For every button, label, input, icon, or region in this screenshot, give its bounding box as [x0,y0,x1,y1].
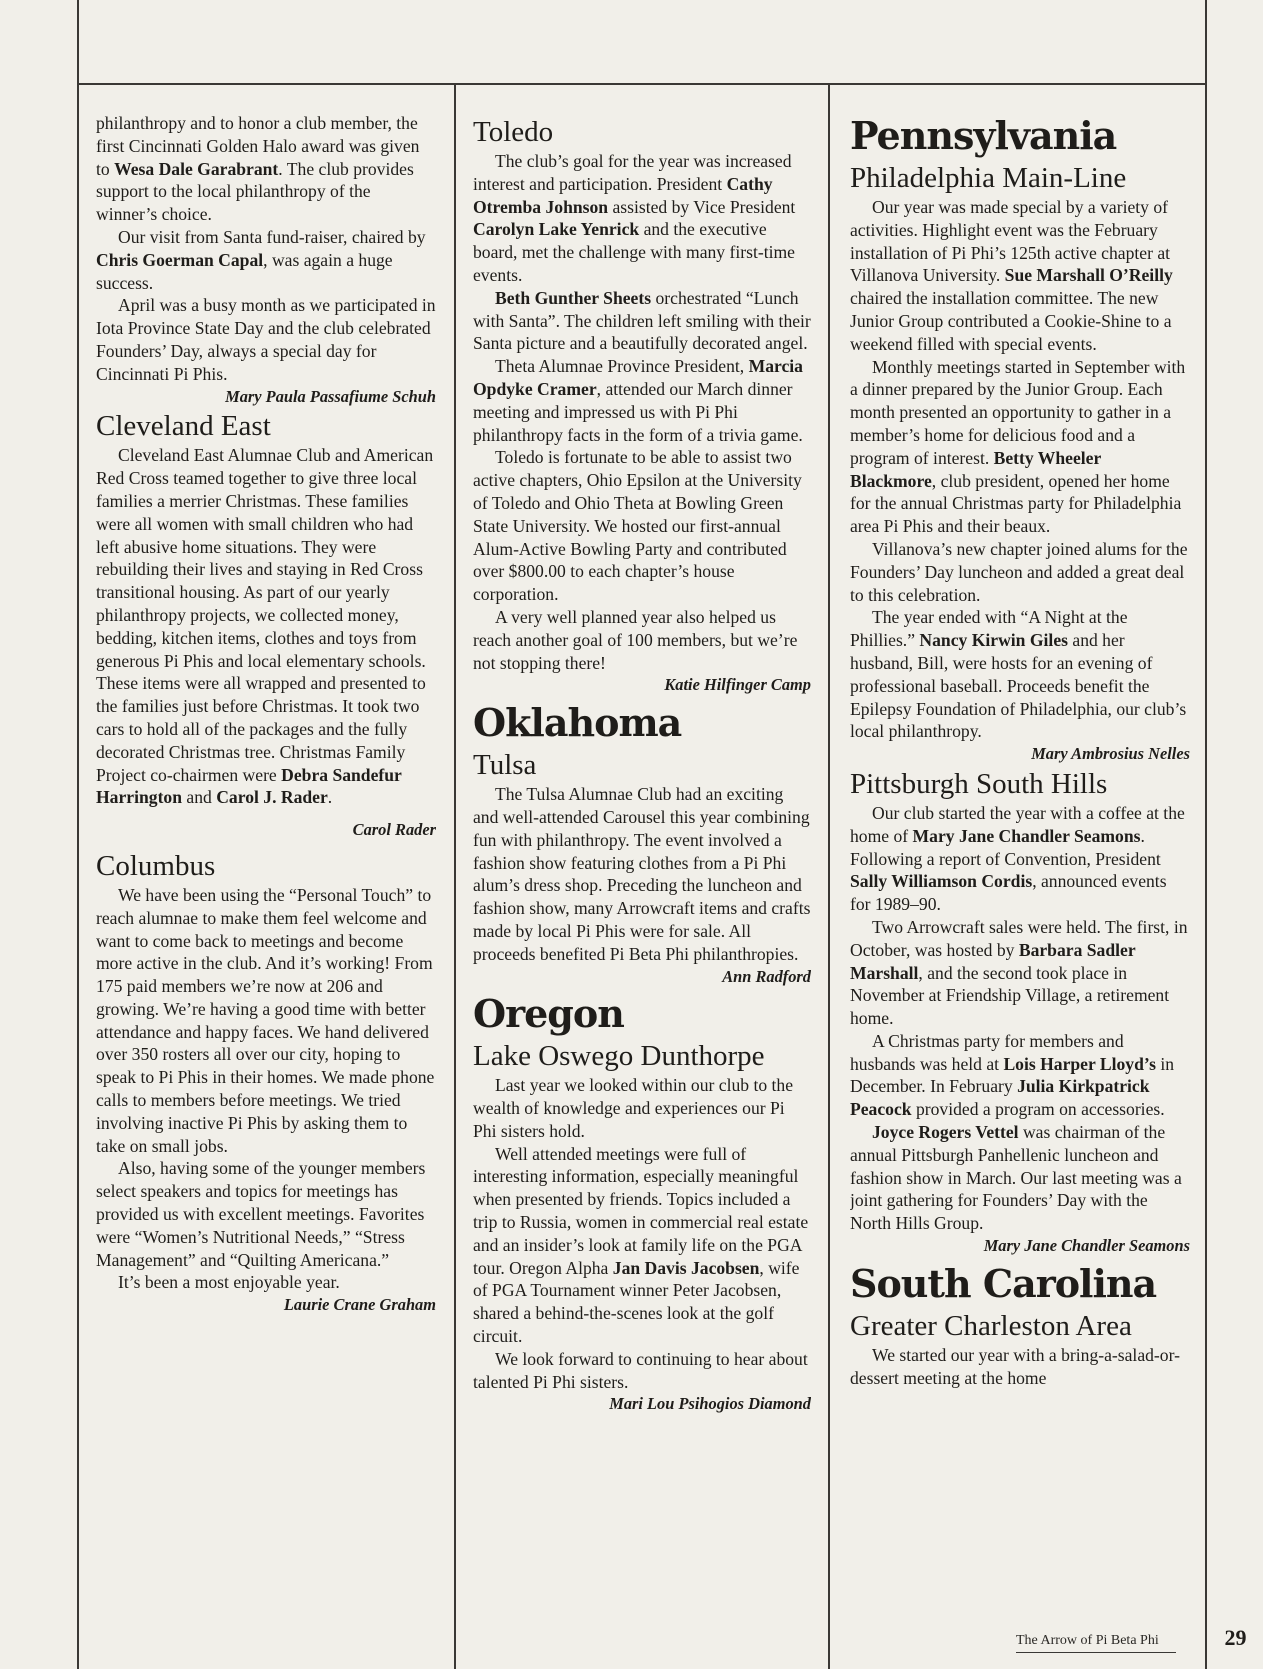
paragraph: It’s been a most enjoyable year. [118,1272,340,1293]
paragraph: Our club started the year with a coffee at the home of Mary Jane Chandler Seamons. Following a report of Convention, President Sally Williamson Cordis, announced events for 1989–90. [850,802,1185,915]
member-name: Sue Marshall O’Reilly [1004,265,1173,286]
column-3 [850,112,1190,1562]
paragraph: April was a busy month as we participated in Iota Province State Day and the club celebrated Founders’ Day, always a special day for Cincinnati Pi Phis. [96,295,436,384]
signature: Carol Rader [352,820,436,840]
signature: Mary Jane Chandler Seamons [983,1236,1190,1256]
club-heading: Toledo [473,116,554,148]
member-name: Jan Davis Jacobsen [612,1257,760,1278]
paragraph: Theta Alumnae Province President, Marcia Opdyke Cramer, attended our March dinner meeting and impressed us with Pi Phi philanthropy facts in the form of a trivia game. [473,356,803,445]
club-heading: Philadelphia Main-Line [850,162,1127,194]
footer-publication: The Arrow of Pi Beta Phi [1016,1632,1176,1653]
paragraph: Our visit from Santa fund-raiser, chaired by Chris Goerman Capal, was again a huge success. [96,226,426,293]
member-name: Nancy Kirwin Giles [919,630,1068,651]
member-name: Debra Sandefur Harrington [96,764,402,808]
member-name: Betty Wheeler Blackmore [850,447,1101,491]
header-rule [77,83,1207,85]
member-name: Sally Williamson Cordis [850,871,1033,892]
column-divider-1 [454,85,456,1669]
club-heading: Columbus [96,849,216,882]
member-name: Marcia Opdyke Cramer [473,356,803,399]
column-1 [96,112,436,1562]
paragraph: Cleveland East Alumnae Club and American Red Cross teamed together to give three local families a merrier Christmas. These families were all women with small children who had left abusive home situations. They were rebuilding their lives and staying in Red Cross transitional housing. As part of our yearly philanthropy projects, we collected money, bedding, kitchen items, clothes and toys from generous Pi Phis and local elementary schools. These items were all wrapped and presented to the families just before Christmas. It took two cars to hold all of the packages and the fully decorated Christmas tree. Christmas Family Project co-chairmen were Debra Sandefur Harrington and Carol J. Rader. [96,445,434,808]
signature: Ann Radford [722,966,811,986]
club-heading: Pittsburgh South Hills [850,767,1108,800]
member-name: Wesa Dale Garabrant [114,158,279,179]
member-name: Beth Gunther Sheets [495,287,652,308]
signature: Mary Ambrosius Nelles [1031,744,1190,764]
paragraph: We look forward to continuing to hear about talented Pi Phi sisters. [473,1348,808,1392]
member-name: Mary Jane Chandler Seamons [912,825,1141,846]
paragraph: A Christmas party for members and husbands was held at Lois Harper Lloyd’s in December. In February Julia Kirkpatrick Peacock provided a program on accessories. [850,1030,1175,1120]
state-heading: Oklahoma [473,700,682,746]
paragraph: A very well planned year also helped us reach another goal of 100 members, but we’re not stopping there! [473,606,798,673]
paragraph: We have been using the “Personal Touch” to reach alumnae to make them feel welcome and want to come back to meetings and become more active in the club. And it’s working! From 175 paid members we’re now at 206 and growing. We’re having a good time with better attendance and happy faces. We hand delivered over 350 rosters all over our city, hoping to speak to Pi Phis in their homes. We made phone calls to members before meetings. We tried involving inactive Pi Phis by asking them to take on small jobs. [96,884,435,1156]
signature: Katie Hilfinger Camp [664,675,811,695]
state-heading: South Carolina [850,1260,1157,1306]
member-name: Joyce Rogers Vettel [872,1122,1019,1143]
paragraph: The year ended with “A Night at the Phillies.” Nancy Kirwin Giles and her husband, Bill, were hosts for an evening of professional baseball. Proceeds benefit the Epilepsy Foundation of Philadelphia, our club’s local philanthropy. [850,607,1187,742]
paragraph: The club’s goal for the year was increased interest and participation. President Cathy Otremba Johnson assisted by Vice President Carolyn Lake Yenrick and the executive board, met the challenge with many first-time events. [473,151,796,285]
paragraph: Monthly meetings started in September with a dinner prepared by the Junior Group. Each month presented an opportunity to gather in a member’s home for delicious food and a program of interest. Betty Wheeler Blackmore, club president, opened her home for the annual Christmas party for Philadelphia area Pi Phis and their beaux. [850,356,1186,537]
paragraph: Last year we looked within our club to the wealth of knowledge and experiences our Pi Phi sisters hold. [473,1075,794,1141]
column-divider-2 [828,85,830,1669]
page-number: 29 [1224,1625,1247,1650]
club-heading: Cleveland East [96,410,271,443]
member-name: Carol J. Rader [216,787,328,808]
paragraph: Two Arrowcraft sales were held. The first, in October, was hosted by Barbara Sadler Marshall, and the second took place in November at Friendship Village, a retirement home. [850,916,1188,1029]
paragraph: Villanova’s new chapter joined alums for the Founders’ Day luncheon and added a great deal to this celebration. [850,538,1188,605]
paragraph: Also, having some of the younger members select speakers and topics for meetings has provided us with excellent meetings. Favorites were “Women’s Nutritional Needs,” “Stress Management” and “Quilting Americana.” [96,1158,426,1270]
club-heading: Greater Charleston Area [850,1309,1132,1342]
member-name: Chris Goerman Capal [96,249,264,270]
member-name: Barbara Sadler Marshall [850,939,1136,983]
member-name: Cathy Otremba Johnson [473,173,773,217]
paragraph: philanthropy and to honor a club member, the first Cincinnati Golden Halo award was given to Wesa Dale Garabrant. The club provides support to the local philanthropy of the winner’s choice. [96,113,420,225]
member-name: Lois Harper Lloyd’s [1003,1053,1156,1074]
paragraph: Toledo is fortunate to be able to assist two active chapters, Ohio Epsilon at the University of Toledo and Ohio Theta at Bowling Green State University. We hosted our first-annual Alum-Active Bowling Party and contributed over $800.00 to each chapter’s house corporation. [473,447,802,605]
paragraph: Well attended meetings were full of interesting information, especially meaningful when presented by friends. Topics included a trip to Russia, women in commercial real estate and an insider’s look at family life on the PGA tour. Oregon Alpha Jan Davis Jacobsen, wife of PGA Tournament winner Peter Jacobsen, shared a behind-the-scenes look at the golf circuit. [473,1143,809,1347]
paragraph: Beth Gunther Sheets orchestrated “Lunch with Santa”. The children left smiling with their Santa picture and a beautifully decorated angel. [473,287,811,354]
signature: Mari Lou Psihogios Diamond [609,1394,811,1414]
member-name: Carolyn Lake Yenrick [473,219,640,240]
paragraph: Our year was made special by a variety of activities. Highlight event was the February installation of Pi Phi’s 125th active chapter at Villanova University. Sue Marshall O’Reilly chaired the installation committee. The new Junior Group contributed a Cookie-Shine to a weekend filled with special events. [850,197,1173,354]
member-name: Julia Kirkpatrick Peacock [850,1076,1150,1120]
column-2 [473,112,811,1562]
signature: Mary Paula Passafiume Schuh [225,386,436,406]
state-heading: Pennsylvania [850,113,1117,158]
state-heading: Oregon [473,991,624,1037]
paragraph: The Tulsa Alumnae Club had an exciting and well-attended Carousel this year combining fun with philanthropy. The event involved a fashion show featuring clothes from a Pi Phi alum’s dress shop. Preceding the luncheon and fashion show, many Arrowcraft items and crafts made by local Pi Phis were for sale. All proceeds benefited Pi Beta Phi philanthropies. [473,784,811,964]
paragraph: Joyce Rogers Vettel was chairman of the annual Pittsburgh Panhellenic luncheon and fashion show in March. Our last meeting was a joint gathering for Founders’ Day with the North Hills Group. [850,1122,1182,1234]
paragraph: We started our year with a bring-a-salad-or-dessert meeting at the home [850,1344,1180,1388]
club-heading: Tulsa [473,749,537,782]
club-heading: Lake Oswego Dunthorpe [473,1040,765,1073]
signature: Laurie Crane Graham [283,1295,436,1315]
